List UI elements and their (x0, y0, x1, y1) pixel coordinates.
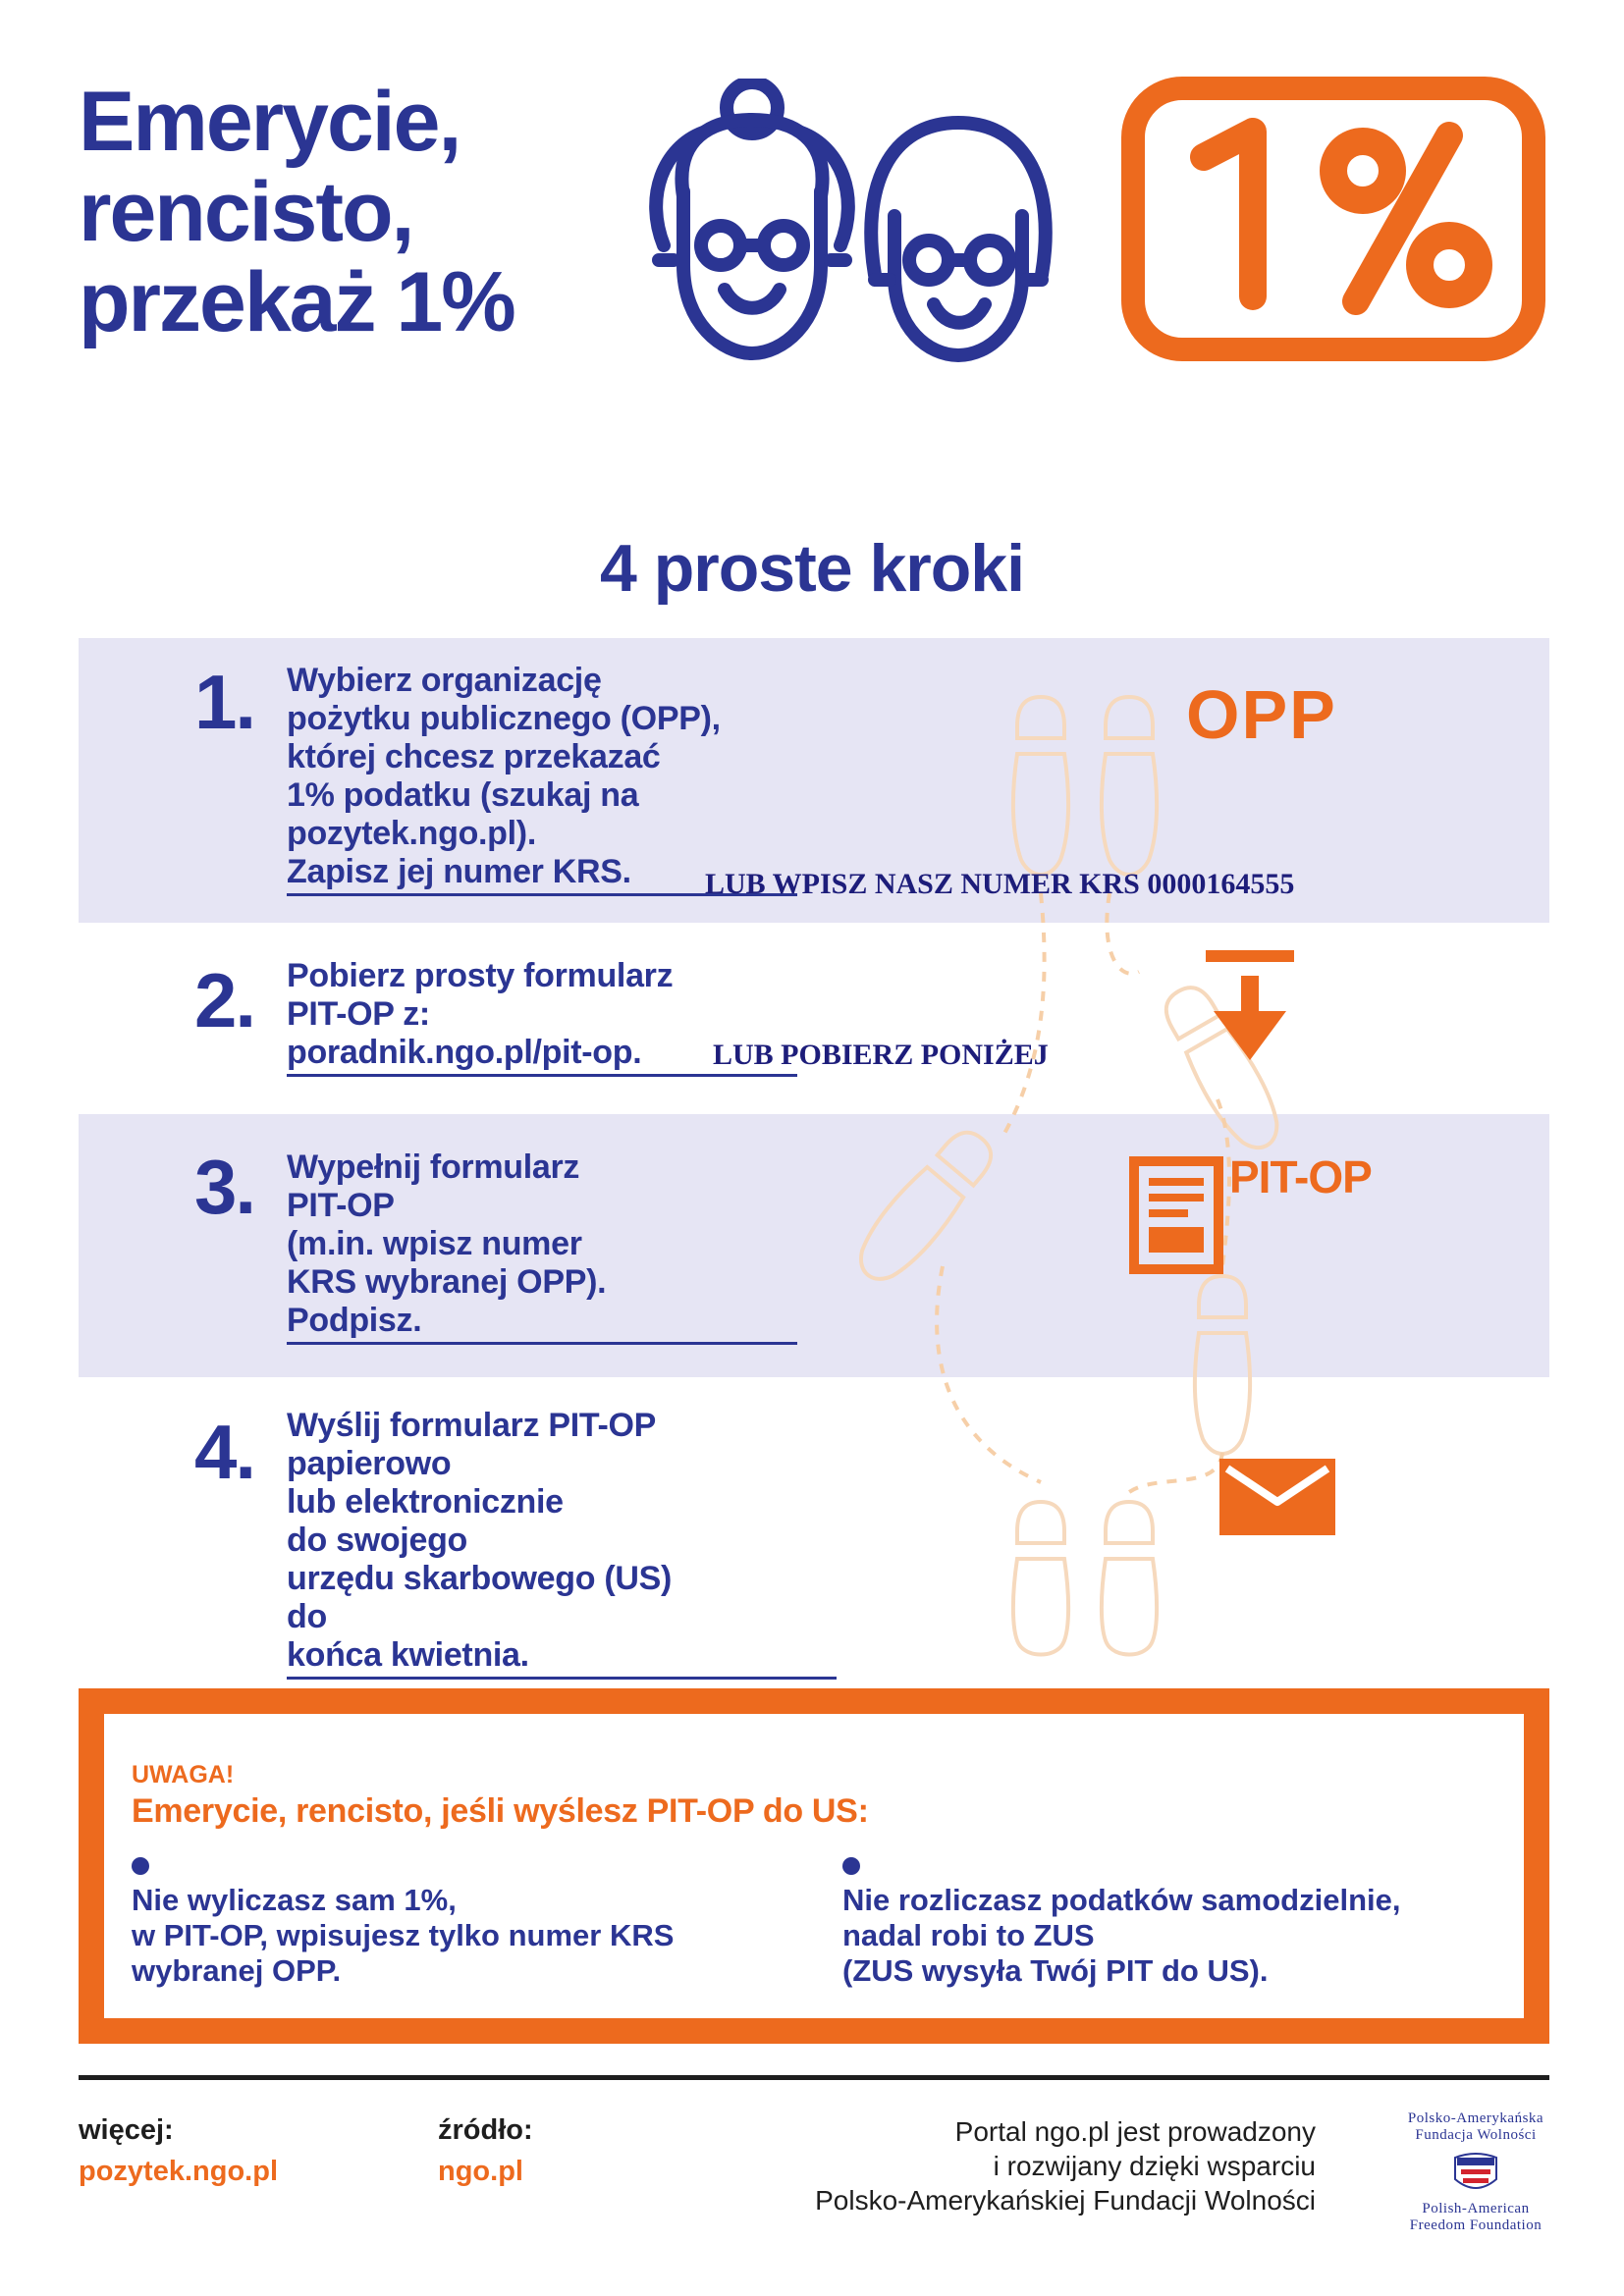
download-icon (1206, 950, 1294, 1068)
step-4-prefix: do (287, 1598, 337, 1635)
deadline: końca kwietnia. (287, 1636, 837, 1680)
step-1-krs-link: Zapisz jej numer KRS. (287, 853, 797, 896)
step-1-line: 1% podatku (szukaj na (287, 776, 639, 814)
more-link[interactable]: pozytek.ngo.pl (79, 2156, 278, 2187)
warning-title: Emerycie, rencisto, jeśli wyślesz PIT-OP do US: (132, 1792, 869, 1830)
step-2-line: Pobierz prosty formularz (287, 957, 674, 994)
sponsor-en-line: Polish-American (1422, 2201, 1530, 2216)
krs-note: LUB WPISZ NASZ NUMER KRS 0000164555 (705, 868, 1295, 900)
download-note: LUB POBIERZ PONIŻEJ (713, 1039, 1049, 1071)
footer-divider (79, 2075, 1549, 2080)
step-3-line: PIT-OP (287, 1187, 395, 1224)
step-4-text (287, 1407, 837, 1680)
credit-line: Polsko-Amerykańskiej Fundacji Wolności (815, 2185, 1316, 2216)
opp-label: OPP (1186, 676, 1337, 753)
warning-left-line: w PIT-OP, wpisujesz tylko numer KRS (132, 1918, 675, 1952)
seniors-icon (615, 79, 1066, 373)
step-4-line: urzędu skarbowego (US) (287, 1560, 673, 1597)
step-4-line: papierowo (287, 1445, 452, 1482)
page-title (79, 77, 628, 347)
step-3-line: (m.in. wpisz numer (287, 1225, 582, 1262)
step-4-line: do swojego (287, 1522, 468, 1559)
headline-line: Emerycie, (79, 75, 460, 169)
bullet-icon (842, 1857, 860, 1875)
pafw-logo (1382, 2110, 1569, 2234)
headline-line: przekaż 1% (79, 255, 514, 349)
headline-line: rencisto, (79, 165, 413, 259)
flag-emblem-icon (1451, 2152, 1500, 2195)
one-percent-glyph (1145, 100, 1522, 338)
pit-op-label: PIT-OP (1229, 1151, 1372, 1202)
step-3-number: 3. (194, 1144, 255, 1230)
sponsor-pl-line: Polsko-Amerykańska (1407, 2110, 1544, 2126)
bullet-icon (132, 1857, 149, 1875)
source-label: źródło: (438, 2114, 533, 2146)
source-link[interactable]: ngo.pl (438, 2156, 523, 2187)
more-label: więcej: (79, 2114, 174, 2146)
step-1-line: Wybierz organizację (287, 662, 602, 699)
credit-line: Portal ngo.pl jest prowadzony (954, 2116, 1316, 2147)
warning-left-line: Nie wyliczasz sam 1%, (132, 1883, 457, 1917)
pit-form-icon (1129, 1156, 1223, 1274)
step-3-line: Wypełnij formularz (287, 1148, 580, 1186)
step-1-number: 1. (194, 659, 255, 745)
step-3-text (287, 1148, 797, 1345)
pit-op-link[interactable]: poradnik.ngo.pl/pit-op. (287, 1034, 797, 1077)
step-1-line: pożytku publicznego (OPP), (287, 700, 721, 737)
grandpa-icon (871, 123, 1046, 355)
warning-left-text (132, 1883, 760, 1989)
warning-left-line: wybranej OPP. (132, 1953, 342, 1988)
step-1-line: której chcesz przekazać (287, 738, 661, 775)
envelope-icon (1219, 1459, 1335, 1535)
step-2-line: PIT-OP z: (287, 995, 430, 1033)
step-4-number: 4. (194, 1409, 255, 1495)
steps-heading: 4 proste kroki (600, 531, 1024, 606)
warning-right-line: Nie rozliczasz podatków samodzielnie, (842, 1883, 1401, 1917)
step-4-line: lub elektronicznie (287, 1483, 564, 1521)
step-1-text (287, 662, 797, 896)
one-percent-badge (1121, 77, 1545, 361)
step-2-number: 2. (194, 957, 255, 1043)
step-4-line: Wyślij formularz PIT-OP (287, 1407, 656, 1444)
step-3-line: KRS wybranej OPP). (287, 1263, 607, 1301)
warning-right-text (842, 1883, 1510, 1989)
sponsor-en-line: Freedom Foundation (1409, 2217, 1543, 2233)
sign-instruction: Podpisz. (287, 1302, 797, 1345)
warning-box (79, 1688, 1549, 2044)
step-1-line: pozytek.ngo.pl). (287, 815, 536, 852)
warning-label: UWAGA! (132, 1761, 235, 1789)
warning-right-line: nadal robi to ZUS (842, 1918, 1095, 1952)
credit-line: i rozwijany dzięki wsparciu (993, 2151, 1316, 2181)
sponsor-pl-line: Fundacja Wolności (1415, 2127, 1537, 2143)
footer-credit (687, 2114, 1316, 2217)
warning-right-line: (ZUS wysyła Twój PIT do US). (842, 1953, 1269, 1988)
grandma-icon (656, 82, 848, 353)
